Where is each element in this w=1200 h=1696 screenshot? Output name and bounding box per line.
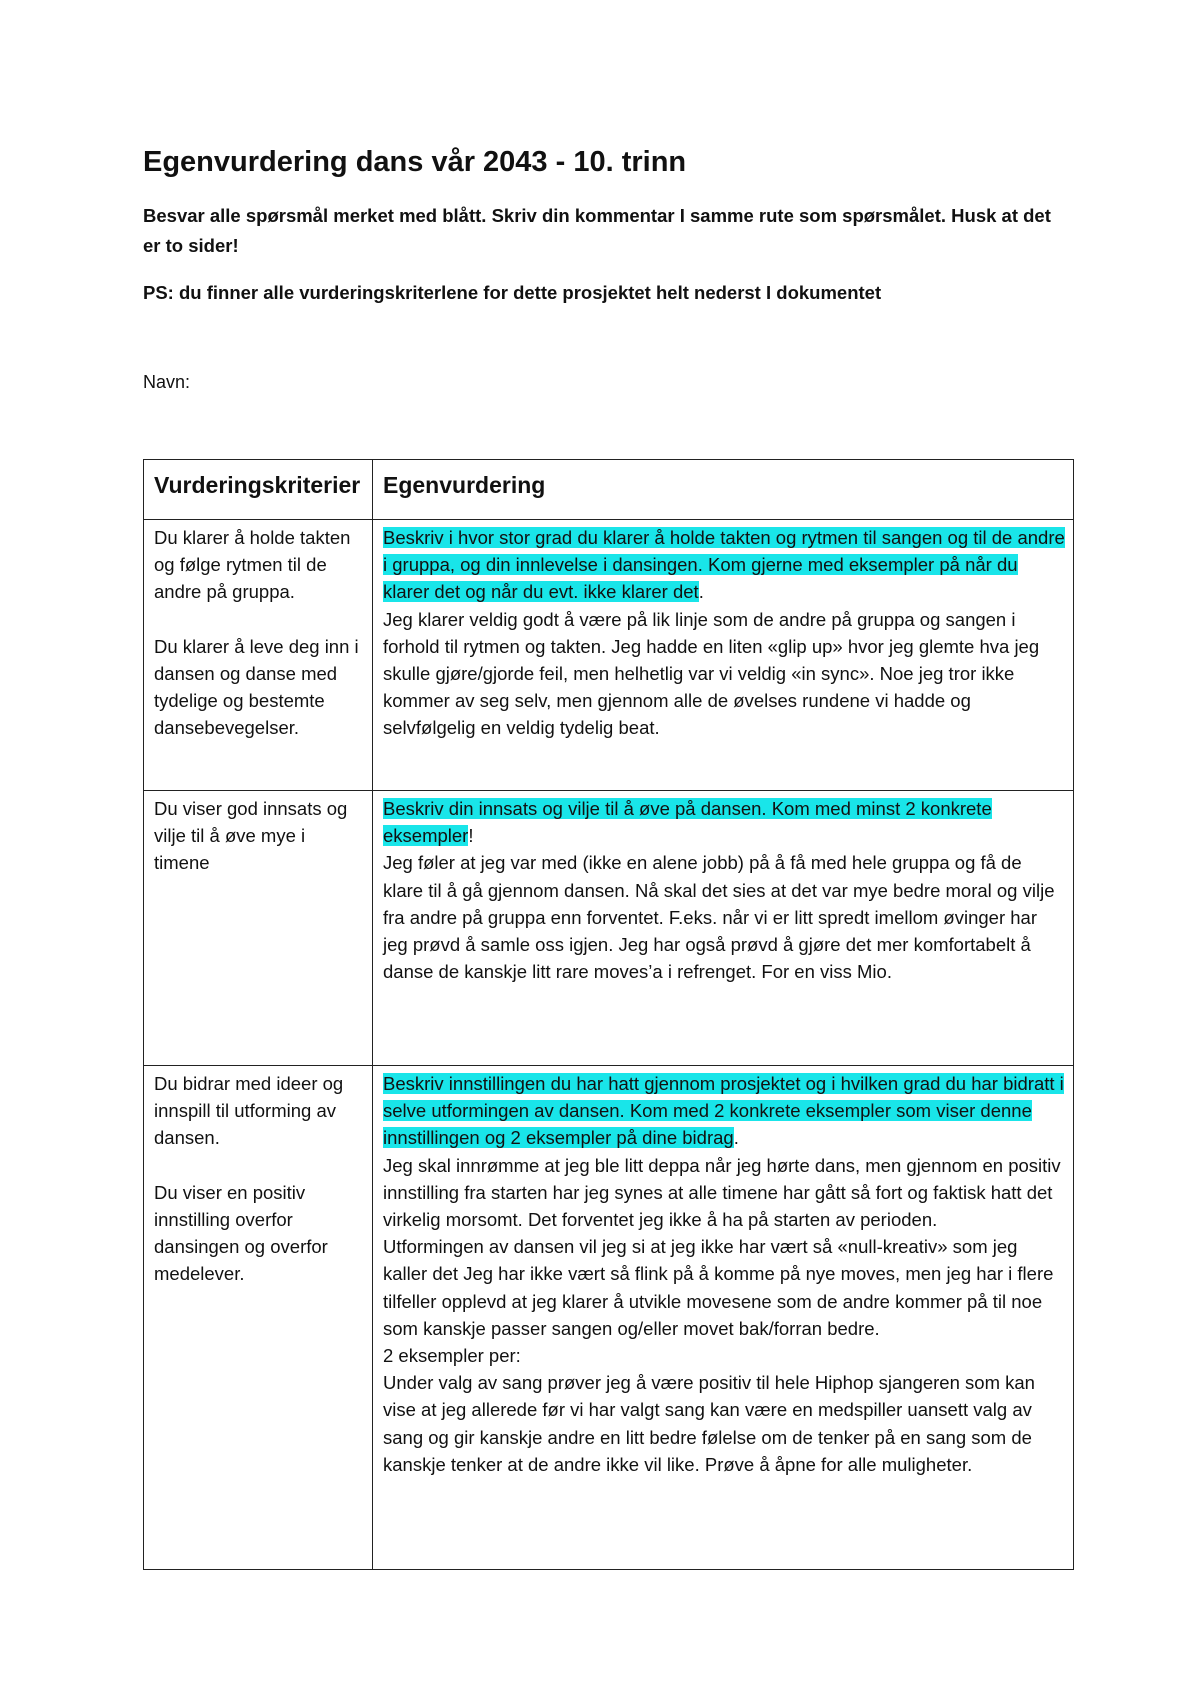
highlighted-question: Beskriv innstillingen du har hatt gjennom prosjektet og i hvilken grad du har bidratt i selve utformingen av dansen. Kom med 2 konkrete eksempler som viser denne innstillingen og 2 eksempler på dine bidrag bbox=[383, 1073, 1064, 1149]
criteria-text: Du klarer å holde takten og følge rytmen til de andre på gruppa. bbox=[154, 527, 351, 603]
criteria-text: Du viser god innsats og vilje til å øve mye i timene bbox=[154, 798, 348, 874]
ps-note: PS: du finner alle vurderingskriterlene for dette prosjektet helt nederst I dokumentet bbox=[143, 282, 882, 303]
document-title: Egenvurdering dans vår 2043 - 10. trinn bbox=[143, 146, 687, 178]
self-assessment-cell[interactable] bbox=[373, 1066, 1074, 1570]
self-assessment-cell[interactable] bbox=[373, 520, 1074, 791]
table-row bbox=[144, 1066, 1074, 1570]
criteria-text: Du viser en positiv innstilling overfor dansingen og overfor medelever. bbox=[154, 1181, 328, 1285]
highlighted-question: Beskriv i hvor stor grad du klarer å holde takten og rytmen til sangen og til de andre i gruppa, og din innlevelse i dansingen. Kom gjerne med eksempler på når du klarer det og når du evt. ikke klarer det bbox=[383, 527, 1065, 603]
question-punctuation: . bbox=[733, 1127, 739, 1149]
criteria-text: Du klarer å leve deg inn i dansen og danse med tydelige og bestemte dansebevegelser. bbox=[154, 635, 359, 739]
assessment-table bbox=[143, 459, 1074, 1570]
answer-paragraph: Under valg av sang prøver jeg å være positiv til hele Hiphop sjangeren som kan vise at jeg allerede før vi har valgt sang kan være en medspiller uansett valg av sang og gir kanskje andre en litt bedre følelse om de tenker på en sang som de kanskje tenker at de andre ikke vil like. Prøve å åpne for alle muligheter. bbox=[383, 1372, 1035, 1475]
question-punctuation: . bbox=[698, 581, 704, 603]
answer-paragraph: Utformingen av dansen vil jeg si at jeg ikke har vært så «null-kreativ» som jeg kaller det Jeg har ikke vært så flink på å komme på nye moves, men jeg har i flere tilfeller opplevd at jeg klarer å utvikle movesene som de andre kommer på til noe som kanskje passer sangen og/eller movet bak/forran bedre. bbox=[383, 1236, 1054, 1339]
name-label: Navn: bbox=[143, 372, 191, 392]
criteria-cell bbox=[144, 520, 373, 791]
instruction-text: Besvar alle spørsmål merket med blått. Skriv din kommentar I samme rute som spørsmålet. Husk at det er to sider! bbox=[143, 205, 1051, 256]
table-row bbox=[144, 520, 1074, 791]
answer-paragraph: 2 eksempler per: bbox=[383, 1345, 521, 1367]
question-punctuation: ! bbox=[468, 825, 474, 847]
table-header-row bbox=[144, 460, 1074, 520]
criteria-cell bbox=[144, 1066, 373, 1570]
highlighted-question: Beskriv din innsats og vilje til å øve på dansen. Kom med minst 2 konkrete eksempler bbox=[383, 798, 992, 847]
criteria-cell bbox=[144, 791, 373, 1066]
answer-paragraph: Jeg skal innrømme at jeg ble litt deppa når jeg hørte dans, men gjennom en positiv innstilling fra starten har jeg synes at alle timene har gått så fort og faktisk hatt det virkelig morsomt. Det forventet jeg ikke å ha på starten av perioden. bbox=[383, 1154, 1061, 1231]
header-self-assessment: Egenvurdering bbox=[373, 460, 1074, 520]
answer-text: Jeg klarer veldig godt å være på lik linje som de andre på gruppa og sangen i forhold til rytmen og takten. Jeg hadde en liten «glip up» hvor jeg glemte hva jeg skulle gjøre/gjorde feil, men helhetlig var vi veldig «in sync». Noe jeg tror ikke kommer av seg selv, men gjennom alle de øvelses rundene vi hadde og selvfølgelig en veldig tydelig beat. bbox=[383, 608, 1040, 739]
answer-text: Jeg føler at jeg var med (ikke en alene jobb) på å få med hele gruppa og få de klare til å gå gjennom dansen. Nå skal det sies at det var mye bedre moral og vilje fra andre på gruppa enn forventet. F.eks. når vi er litt spredt imellom øvinger har jeg prøvd å samle oss igjen. Jeg har også prøvd å gjøre det mer komfortabelt å danse de kanskje litt rare moves’a i refrenget. For en viss Mio. bbox=[383, 852, 1055, 983]
table-row bbox=[144, 791, 1074, 1066]
self-assessment-cell[interactable] bbox=[373, 791, 1074, 1066]
criteria-text: Du bidrar med ideer og innspill til utforming av dansen. bbox=[154, 1073, 344, 1149]
header-criteria: Vurderingskriterier bbox=[144, 460, 373, 520]
